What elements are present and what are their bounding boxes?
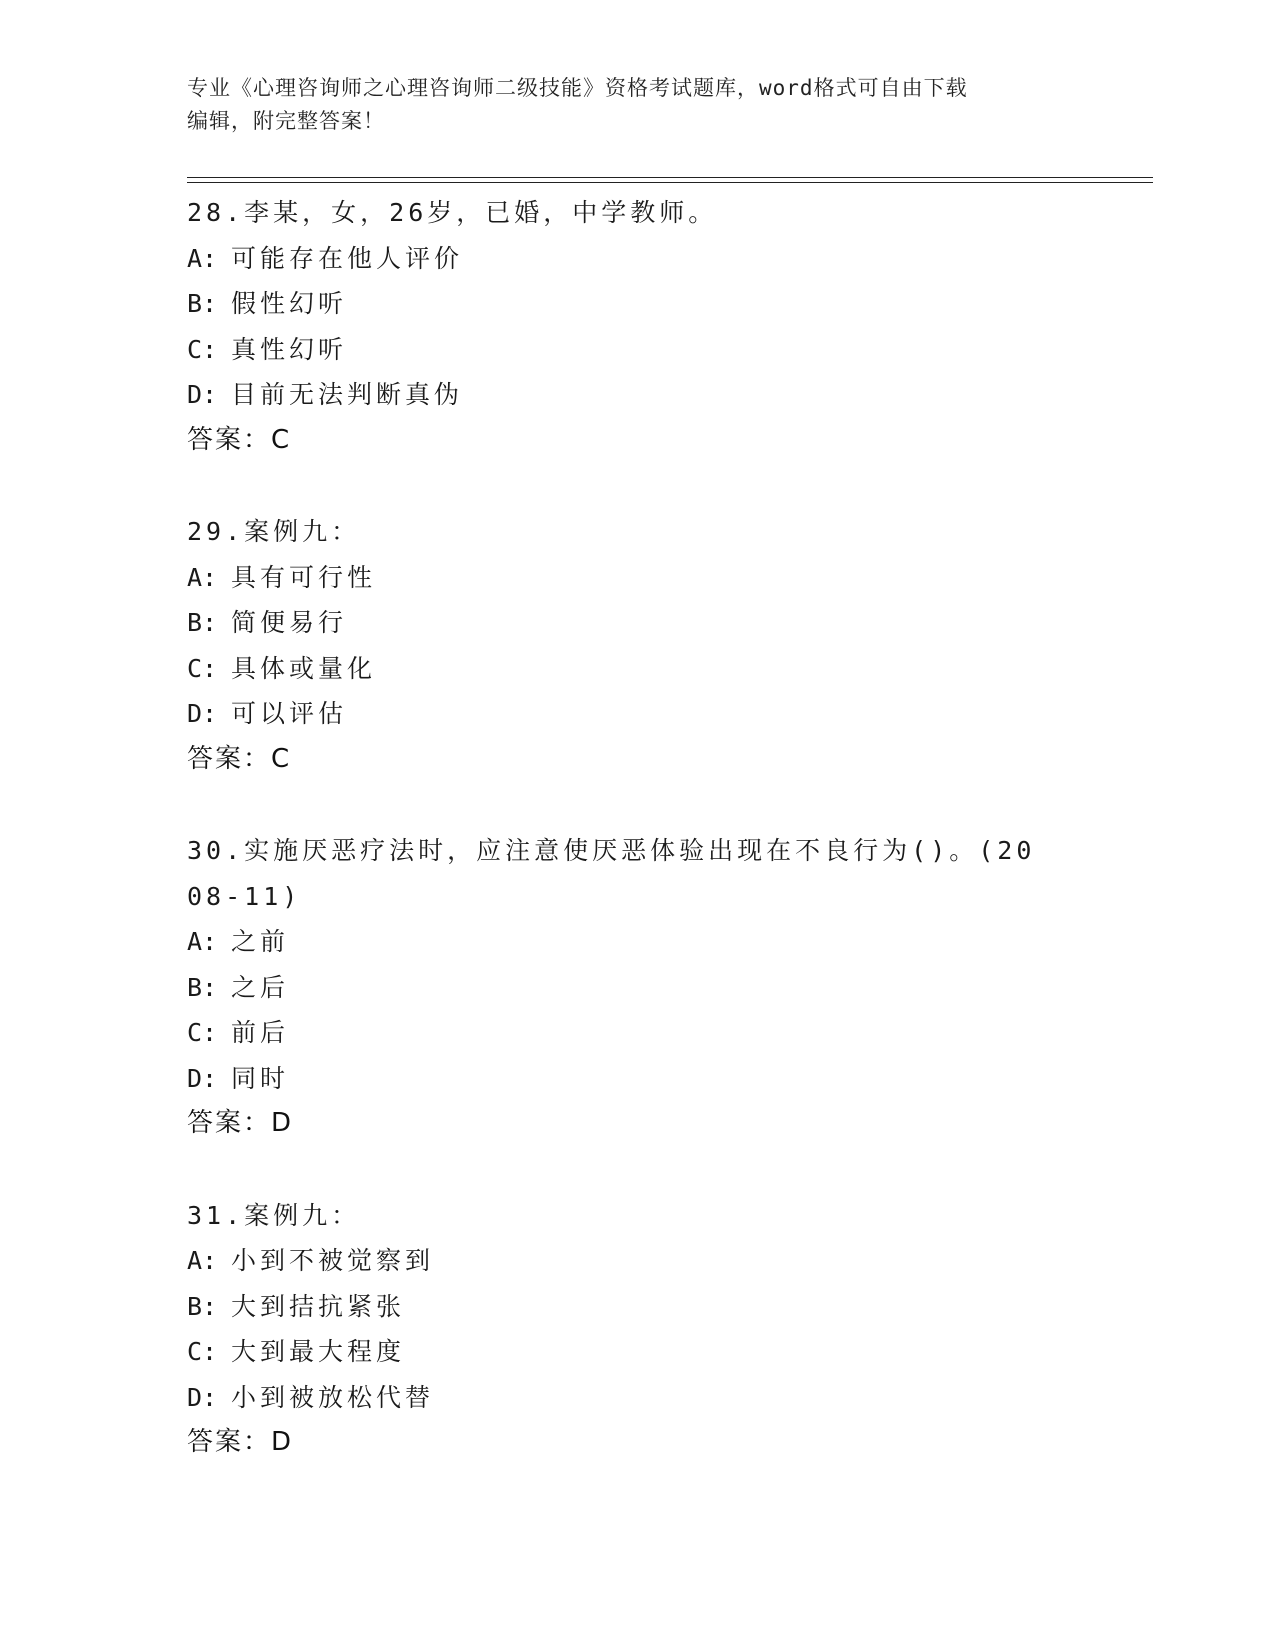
option-text: 之前 [231,927,290,956]
option-text: 同时 [231,1063,290,1093]
option-key: B: [187,972,218,1002]
option-key: A: [187,562,218,592]
option-key: D: [187,380,218,409]
option-b [187,600,1087,646]
option-key: A: [187,243,218,273]
header-line-2: 编辑，附完整答案！ [187,109,385,133]
option-key: B: [187,1291,218,1321]
option-key: D: [187,1063,218,1093]
option-c [187,1010,1087,1056]
answer-value: D [271,1108,293,1138]
option-c [187,1329,1087,1375]
option-key: C: [187,1337,218,1366]
option-b [187,1284,1087,1330]
answer-line [187,1420,1087,1466]
answer-label: 答案： [187,1427,272,1457]
option-c [187,327,1087,373]
question-30 [187,828,1087,1147]
option-text: 小到不被觉察到 [231,1246,435,1275]
option-text: 具体或量化 [231,653,377,683]
option-text: 可以评估 [231,699,348,728]
option-b [187,281,1087,327]
option-key: D: [187,1382,218,1412]
answer-value: C [271,743,291,774]
option-text: 小到被放松代替 [231,1382,435,1412]
option-key: D: [187,699,218,728]
answer-label: 答案： [187,424,272,455]
option-a [187,236,1087,282]
option-text: 目前无法判断真伪 [231,380,464,409]
option-d [187,691,1087,737]
option-a [187,919,1087,965]
answer-line [187,1101,1087,1147]
question-28 [187,190,1087,463]
header-divider-bottom [187,182,1153,183]
question-stem: 31.案例九： [187,1200,361,1230]
question-29 [187,509,1087,782]
option-text: 真性幻听 [231,334,348,364]
option-text: 可能存在他人评价 [231,243,464,273]
answer-value: D [271,1427,293,1457]
answer-label: 答案： [187,1108,272,1138]
question-stem: 28.李某，女，26岁，已婚，中学教师。 [187,198,718,227]
answer-value: C [271,424,291,455]
question-31 [187,1193,1087,1466]
option-text: 大到拮抗紧张 [231,1291,406,1321]
question-stem: 29.案例九： [187,517,361,546]
header-line-1: 专业《心理咨询师之心理咨询师二级技能》资格考试题库，word格式可自由下载 [187,76,968,100]
option-key: B: [187,608,218,637]
option-a [187,555,1087,601]
answer-line [187,418,1087,464]
option-key: A: [187,927,218,956]
header-divider-top [187,177,1153,178]
answer-line [187,737,1087,783]
option-text: 具有可行性 [231,562,377,592]
option-c [187,646,1087,692]
option-b [187,965,1087,1011]
option-d [187,372,1087,418]
answer-label: 答案： [187,743,272,774]
question-stem: 30.实施厌恶疗法时，应注意使厌恶体验出现在不良行为()。(2008-11) [187,836,1036,911]
option-text: 大到最大程度 [231,1337,406,1366]
option-key: A: [187,1246,218,1275]
option-text: 简便易行 [231,608,348,637]
option-key: C: [187,653,218,683]
option-key: C: [187,334,218,364]
option-text: 前后 [231,1018,290,1047]
option-d [187,1375,1087,1421]
option-d [187,1056,1087,1102]
question-list [187,190,1087,1512]
option-a [187,1238,1087,1284]
option-text: 之后 [231,972,290,1002]
option-key: C: [187,1018,218,1047]
document-header [187,72,1087,138]
option-key: B: [187,289,218,318]
option-text: 假性幻听 [231,289,348,318]
